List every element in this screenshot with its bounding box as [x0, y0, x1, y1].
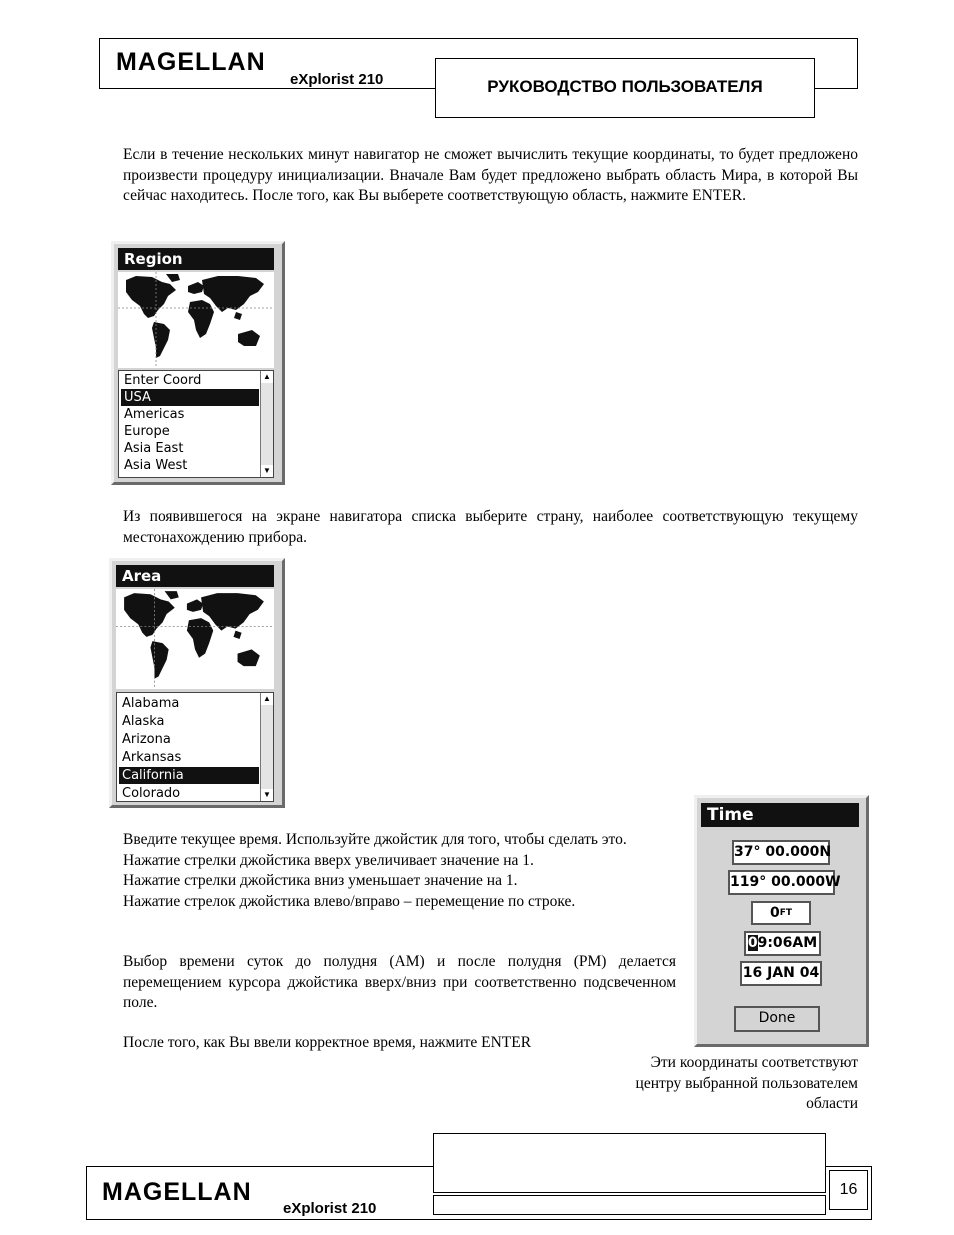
altitude-field[interactable]: [751, 901, 811, 925]
time-instruction-3: Нажатие стрелки джойстика вниз уменьшает значение на 1.: [123, 872, 518, 889]
region-screen: [111, 241, 285, 485]
region-list[interactable]: [118, 370, 274, 478]
list-item-selected[interactable]: California: [119, 767, 259, 784]
list-item-selected[interactable]: USA: [121, 389, 259, 406]
time-value: 9:06AM: [757, 935, 818, 951]
time-instruction-4: Нажатие стрелок джойстика влево/вправо – перемещение по строке.: [123, 892, 576, 910]
footer-blank-box: [433, 1133, 826, 1193]
page-number-box: [829, 1170, 868, 1210]
list-item[interactable]: Asia East: [124, 441, 184, 456]
area-list[interactable]: [116, 692, 274, 802]
header-model: eXplorist 210: [290, 71, 384, 88]
scroll-up-icon[interactable]: ▲: [261, 693, 273, 705]
page-number: 16: [839, 1181, 858, 1198]
time-screen: [694, 795, 869, 1047]
list-item[interactable]: Alabama: [122, 696, 180, 711]
footer-brand-logo: MAGELLAN: [102, 1178, 252, 1206]
time-cursor: 0: [747, 935, 758, 951]
intro-paragraph: Если в течение нескольких минут навигатор не сможет вычислить текущие координаты, то будет предложено произвести процедуру инициализации. Вначале Вам будет предложено выбрать область Мира, в которой Вы сейчас находитесь. После того, как Вы выберете соответствующую область, нажмите ENTER.: [123, 146, 858, 204]
area-title: Area: [116, 565, 274, 587]
scroll-down-icon[interactable]: ▼: [261, 465, 273, 477]
header-title-box: [435, 58, 815, 118]
time-instruction-2: Нажатие стрелки джойстика вверх увеличивает значение на 1.: [123, 851, 534, 869]
scroll-up-icon[interactable]: ▲: [261, 371, 273, 383]
time-field[interactable]: [744, 931, 821, 956]
ampm-paragraph: Выбор времени суток до полудня (AM) и после полудня (PM) делается перемещением курсора джойстика вверх/вниз при соответственно подсвеченном поле.: [123, 953, 676, 1011]
altitude-unit: FT: [779, 908, 793, 918]
list-item[interactable]: Arkansas: [122, 750, 182, 765]
list-item[interactable]: Alaska: [122, 714, 165, 729]
header-title: РУКОВОДСТВО ПОЛЬЗОВАТЕЛЯ: [487, 77, 763, 96]
time-instructions: [123, 830, 676, 912]
latitude-field[interactable]: 37° 00.000N: [732, 840, 830, 865]
date-field[interactable]: 16 JAN 04: [740, 961, 822, 986]
world-map-image: [116, 589, 274, 689]
altitude-value: 0: [769, 905, 780, 921]
world-map-image: [118, 272, 274, 368]
time-instruction-1: Введите текущее время. Используйте джойстик для того, чтобы сделать это.: [123, 831, 627, 848]
done-button[interactable]: Done: [734, 1006, 820, 1032]
area-screen: [109, 558, 285, 808]
region-title: Region: [118, 248, 274, 270]
footer-model: eXplorist 210: [283, 1200, 377, 1217]
footer-blank-strip: [433, 1195, 826, 1215]
time-caption: Эти координаты соответствуют центру выбранной пользователем области: [635, 1054, 858, 1112]
scrollbar[interactable]: [260, 693, 273, 801]
list-item[interactable]: Europe: [124, 424, 170, 439]
list-item[interactable]: Arizona: [122, 732, 171, 747]
choose-area-paragraph: Из появившегося на экране навигатора списка выберите страну, наиболее соответствующую текущему местонахождению прибора.: [123, 508, 858, 546]
scrollbar[interactable]: [260, 371, 273, 477]
enter-paragraph: После того, как Вы ввели корректное время, нажмите ENTER: [123, 1034, 532, 1051]
header-brand-logo: MAGELLAN: [116, 48, 266, 76]
list-item[interactable]: Colorado: [122, 786, 181, 801]
longitude-field[interactable]: 119° 00.000W: [728, 870, 835, 895]
list-item[interactable]: Asia West: [124, 458, 188, 473]
list-item[interactable]: Enter Coord: [124, 373, 202, 388]
scroll-down-icon[interactable]: ▼: [261, 789, 273, 801]
list-item[interactable]: Americas: [124, 407, 185, 422]
time-title: Time: [701, 803, 859, 827]
